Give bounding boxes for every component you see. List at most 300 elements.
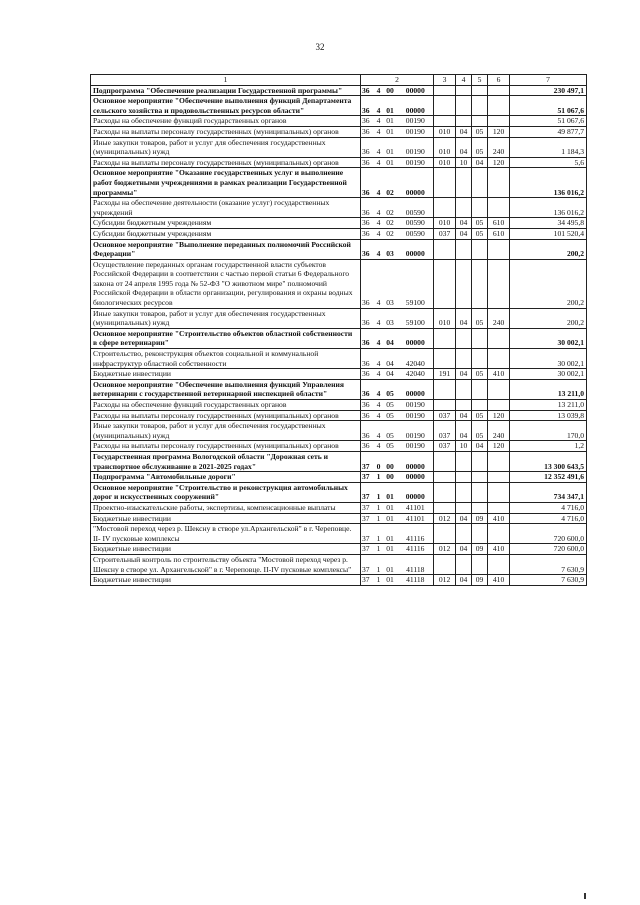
code-subsection: 09 [472,575,488,586]
code-program: 36 [361,239,375,259]
item-name: Иные закупки товаров, работ и услуг для обеспечения государственных (муниципальных) нужд [91,308,361,328]
table-row [91,400,587,411]
code-section: 10 [456,157,472,168]
code-program: 36 [361,441,375,452]
code-activity: 03 [383,308,398,328]
item-name: Основное мероприятие "Выполнение переданных полномочий Российской Федерации" [91,239,361,259]
code-department [434,524,456,544]
table-row [91,157,587,168]
code-activity: 04 [383,328,398,348]
code-section [456,239,472,259]
code-program: 36 [361,308,375,328]
code-department [434,168,456,198]
code-direction: 00590 [398,218,434,229]
code-subprogram: 4 [375,126,383,137]
code-expense-type [488,451,510,471]
item-name: Расходы на выплаты персоналу государственных (муниципальных) органов [91,441,361,452]
code-section: 04 [456,228,472,239]
code-section: 04 [456,575,472,586]
code-section [456,349,472,369]
code-expense-type [488,85,510,96]
code-program: 36 [361,369,375,380]
item-name: Бюджетные инвестиции [91,369,361,380]
code-program: 37 [361,472,375,483]
code-activity: 02 [383,218,398,229]
code-subsection: 05 [472,410,488,421]
item-name: Основное мероприятие "Строительство объектов областной собственности в сфере ветеринарии" [91,328,361,348]
amount: 34 495,8 [510,218,587,229]
code-department: 012 [434,544,456,555]
table-row [91,308,587,328]
code-activity: 01 [383,96,398,116]
code-expense-type: 120 [488,157,510,168]
code-program: 36 [361,421,375,441]
code-program: 37 [361,502,375,513]
code-subsection [472,554,488,574]
code-subprogram: 1 [375,513,383,524]
amount: 4 716,0 [510,502,587,513]
item-name: Осуществление переданных органам государственной власти субъектов Российской Федерации в соответствии с частью первой статьи 6 Федерального закона от 24 апреля 1995 года № 52-ФЗ "О животном мире" полномочий Российской Федерации в области организации, регулирования и охраны водных биологических ресурсов [91,259,361,308]
code-activity: 01 [383,482,398,502]
code-expense-type [488,400,510,411]
code-direction: 00190 [398,410,434,421]
code-direction: 00190 [398,421,434,441]
code-program: 36 [361,218,375,229]
code-activity: 00 [383,472,398,483]
code-department: 010 [434,308,456,328]
item-name: Подпрограмма "Автомобильные дороги" [91,472,361,483]
code-department: 191 [434,369,456,380]
code-activity: 00 [383,451,398,471]
code-section [456,379,472,399]
table-row [91,126,587,137]
code-subsection: 04 [472,157,488,168]
code-direction: 59100 [398,259,434,308]
code-section: 04 [456,218,472,229]
table-row [91,482,587,502]
code-activity: 01 [383,513,398,524]
code-subsection: 05 [472,137,488,157]
code-direction: 00190 [398,400,434,411]
code-expense-type: 610 [488,228,510,239]
code-department: 010 [434,218,456,229]
table-row [91,544,587,555]
code-subsection [472,482,488,502]
column-header: 3 [434,75,456,86]
code-direction: 41116 [398,524,434,544]
code-program: 36 [361,85,375,96]
code-subsection [472,198,488,218]
code-program: 37 [361,524,375,544]
table-row [91,421,587,441]
code-department [434,554,456,574]
code-subsection: 05 [472,421,488,441]
code-department [434,400,456,411]
code-department [434,328,456,348]
code-department: 012 [434,575,456,586]
code-activity: 05 [383,379,398,399]
code-subsection: 05 [472,126,488,137]
table-row [91,349,587,369]
code-direction: 00000 [398,239,434,259]
code-section: 04 [456,126,472,137]
code-section [456,259,472,308]
code-activity: 01 [383,126,398,137]
code-section [456,96,472,116]
code-subprogram: 1 [375,554,383,574]
code-subprogram: 4 [375,168,383,198]
table-row [91,85,587,96]
code-subsection: 09 [472,544,488,555]
code-section [456,482,472,502]
code-subsection [472,116,488,127]
amount: 5,6 [510,157,587,168]
code-expense-type [488,168,510,198]
amount: 13 039,8 [510,410,587,421]
code-expense-type: 410 [488,513,510,524]
code-program: 36 [361,328,375,348]
code-program: 36 [361,228,375,239]
code-expense-type [488,472,510,483]
item-name: Расходы на обеспечение деятельности (оказание услуг) государственных учреждений [91,198,361,218]
table-row [91,575,587,586]
code-subprogram: 4 [375,259,383,308]
code-subsection [472,472,488,483]
code-activity: 01 [383,157,398,168]
code-direction: 59100 [398,308,434,328]
column-header: 4 [456,75,472,86]
code-section: 04 [456,421,472,441]
code-subprogram: 4 [375,369,383,380]
code-expense-type [488,524,510,544]
code-direction: 00000 [398,482,434,502]
code-section: 04 [456,513,472,524]
table-row [91,441,587,452]
code-expense-type: 410 [488,575,510,586]
code-subprogram: 4 [375,441,383,452]
item-name: Субсидии бюджетным учреждениям [91,228,361,239]
code-activity: 04 [383,349,398,369]
code-expense-type [488,349,510,369]
code-subprogram: 0 [375,451,383,471]
code-direction: 00000 [398,451,434,471]
amount: 720 600,0 [510,544,587,555]
code-department: 037 [434,228,456,239]
amount: 30 002,1 [510,369,587,380]
code-direction: 00190 [398,137,434,157]
code-program: 37 [361,575,375,586]
code-direction: 00000 [398,328,434,348]
item-name: Основное мероприятие "Обеспечение выполнения функций Департамента сельского хозяйства и продовольственных ресурсов области" [91,96,361,116]
code-section: 04 [456,308,472,328]
code-subprogram: 4 [375,400,383,411]
code-activity: 01 [383,116,398,127]
code-subprogram: 1 [375,472,383,483]
code-activity: 03 [383,259,398,308]
table-row [91,96,587,116]
amount: 200,2 [510,308,587,328]
code-subsection [472,328,488,348]
code-expense-type: 410 [488,544,510,555]
code-subsection [472,168,488,198]
amount: 13 211,0 [510,379,587,399]
column-header: 5 [472,75,488,86]
code-direction: 00190 [398,157,434,168]
code-direction: 42040 [398,349,434,369]
code-expense-type [488,239,510,259]
code-subprogram: 4 [375,218,383,229]
amount: 136 016,2 [510,198,587,218]
code-section [456,554,472,574]
code-direction: 41101 [398,502,434,513]
code-subprogram: 1 [375,575,383,586]
code-expense-type [488,198,510,218]
code-direction: 00000 [398,85,434,96]
amount: 734 347,1 [510,482,587,502]
item-name: Основное мероприятие "Обеспечение выполнения функций Управления ветеринарии с государственной ветеринарной инспекцией области" [91,379,361,399]
code-program: 36 [361,96,375,116]
code-activity: 03 [383,239,398,259]
code-section: 04 [456,137,472,157]
amount: 49 877,7 [510,126,587,137]
table-row [91,513,587,524]
code-program: 36 [361,168,375,198]
amount: 230 497,1 [510,85,587,96]
code-activity: 05 [383,441,398,452]
code-section [456,451,472,471]
amount: 7 630,9 [510,554,587,574]
item-name: Бюджетные инвестиции [91,513,361,524]
amount: 1 184,3 [510,137,587,157]
table-row [91,524,587,544]
code-section: 10 [456,441,472,452]
code-activity: 00 [383,85,398,96]
code-subprogram: 4 [375,308,383,328]
code-activity: 04 [383,369,398,380]
item-name: Иные закупки товаров, работ и услуг для обеспечения государственных (муниципальных) нужд [91,137,361,157]
code-activity: 01 [383,502,398,513]
code-activity: 01 [383,544,398,555]
code-subsection [472,524,488,544]
code-subprogram: 4 [375,137,383,157]
code-expense-type [488,379,510,399]
code-activity: 01 [383,524,398,544]
column-header: 7 [510,75,587,86]
table-row [91,228,587,239]
code-direction: 41118 [398,575,434,586]
amount: 13 300 643,5 [510,451,587,471]
code-subsection: 05 [472,218,488,229]
code-section [456,400,472,411]
code-section: 04 [456,410,472,421]
code-department: 037 [434,441,456,452]
code-subprogram: 4 [375,228,383,239]
code-direction: 00000 [398,96,434,116]
code-department: 037 [434,421,456,441]
code-subsection: 09 [472,513,488,524]
item-name: Основное мероприятие "Строительство и реконструкция автомобильных дорог и искусственных сооружений" [91,482,361,502]
code-department [434,482,456,502]
code-direction: 00590 [398,228,434,239]
code-department [434,379,456,399]
code-direction: 41116 [398,544,434,555]
code-program: 36 [361,349,375,369]
code-section [456,328,472,348]
amount: 101 520,4 [510,228,587,239]
code-subprogram: 4 [375,157,383,168]
table-row [91,451,587,471]
code-expense-type [488,554,510,574]
code-program: 36 [361,198,375,218]
code-department [434,502,456,513]
code-activity: 05 [383,400,398,411]
code-subprogram: 1 [375,502,383,513]
code-program: 37 [361,544,375,555]
amount: 4 716,0 [510,513,587,524]
code-section: 04 [456,369,472,380]
budget-table [90,74,587,586]
code-department [434,85,456,96]
code-program: 37 [361,513,375,524]
code-section [456,85,472,96]
code-subprogram: 4 [375,328,383,348]
code-department [434,96,456,116]
item-name: Иные закупки товаров, работ и услуг для обеспечения государственных (муниципальных) нужд [91,421,361,441]
code-section [456,502,472,513]
table-row [91,137,587,157]
code-subsection [472,502,488,513]
code-direction: 41118 [398,554,434,574]
code-direction: 00190 [398,116,434,127]
code-department [434,116,456,127]
code-program: 36 [361,157,375,168]
code-expense-type: 120 [488,441,510,452]
amount: 200,2 [510,259,587,308]
amount: 1,2 [510,441,587,452]
code-expense-type: 410 [488,369,510,380]
code-program: 37 [361,482,375,502]
table-row [91,554,587,574]
code-subprogram: 4 [375,349,383,369]
scan-mark [584,893,586,899]
code-subprogram: 4 [375,421,383,441]
item-name: "Мостовой переход через р. Шексну в створе ул.Архангельской" в г. Череповце. II- IV пусковые комплексы [91,524,361,544]
table-row [91,116,587,127]
code-program: 36 [361,259,375,308]
table-row [91,198,587,218]
code-subprogram: 4 [375,379,383,399]
code-section [456,116,472,127]
code-direction: 00000 [398,168,434,198]
code-department: 010 [434,157,456,168]
code-expense-type: 120 [488,410,510,421]
code-program: 36 [361,400,375,411]
code-expense-type: 120 [488,126,510,137]
code-subprogram: 4 [375,410,383,421]
item-name: Расходы на выплаты персоналу государственных (муниципальных) органов [91,410,361,421]
item-name: Проектно-изыскательские работы, экспертизы, компенсационные выплаты [91,502,361,513]
code-activity: 01 [383,554,398,574]
code-program: 36 [361,410,375,421]
amount: 170,0 [510,421,587,441]
table-row [91,328,587,348]
code-program: 36 [361,379,375,399]
code-direction: 41101 [398,513,434,524]
item-name: Государственная программа Вологодской области "Дорожная сеть и транспортное обслуживание в 2021-2025 годах" [91,451,361,471]
code-department [434,259,456,308]
code-section: 04 [456,544,472,555]
item-name: Расходы на обеспечение функций государственных органов [91,116,361,127]
code-subsection: 04 [472,441,488,452]
item-name: Бюджетные инвестиции [91,575,361,586]
code-activity: 02 [383,168,398,198]
code-subprogram: 1 [375,482,383,502]
code-program: 37 [361,554,375,574]
item-name: Основное мероприятие "Оказание государственных услуг и выполнение работ бюджетными учреждениями в рамках реализации Государственной программы" [91,168,361,198]
amount: 13 211,0 [510,400,587,411]
code-subsection [472,85,488,96]
code-expense-type [488,116,510,127]
code-subsection: 05 [472,308,488,328]
code-subprogram: 4 [375,96,383,116]
code-expense-type [488,259,510,308]
code-subsection [472,451,488,471]
code-subprogram: 1 [375,544,383,555]
code-activity: 02 [383,198,398,218]
amount: 30 002,1 [510,349,587,369]
item-name: Подпрограмма "Обеспечение реализации Государственной программы" [91,85,361,96]
code-department [434,472,456,483]
table-row [91,168,587,198]
code-activity: 01 [383,575,398,586]
code-direction: 00000 [398,472,434,483]
code-subsection [472,239,488,259]
code-expense-type: 240 [488,308,510,328]
code-department [434,239,456,259]
code-program: 36 [361,137,375,157]
table-row [91,410,587,421]
code-direction: 00190 [398,126,434,137]
amount: 200,2 [510,239,587,259]
code-subsection [472,349,488,369]
code-department: 010 [434,137,456,157]
code-direction: 00590 [398,198,434,218]
code-department [434,349,456,369]
amount: 136 016,2 [510,168,587,198]
code-subsection [472,96,488,116]
code-subsection [472,400,488,411]
table-row [91,239,587,259]
code-subsection [472,379,488,399]
code-expense-type [488,502,510,513]
table-row [91,379,587,399]
code-subprogram: 4 [375,85,383,96]
code-subprogram: 4 [375,198,383,218]
amount: 51 067,6 [510,116,587,127]
code-expense-type [488,96,510,116]
column-header: 6 [488,75,510,86]
code-program: 36 [361,116,375,127]
code-activity: 01 [383,137,398,157]
table-row [91,259,587,308]
item-name: Расходы на выплаты персоналу государственных (муниципальных) органов [91,126,361,137]
item-name: Субсидии бюджетным учреждениям [91,218,361,229]
amount: 30 002,1 [510,328,587,348]
code-department: 037 [434,410,456,421]
code-section [456,168,472,198]
code-program: 36 [361,126,375,137]
table-row [91,218,587,229]
